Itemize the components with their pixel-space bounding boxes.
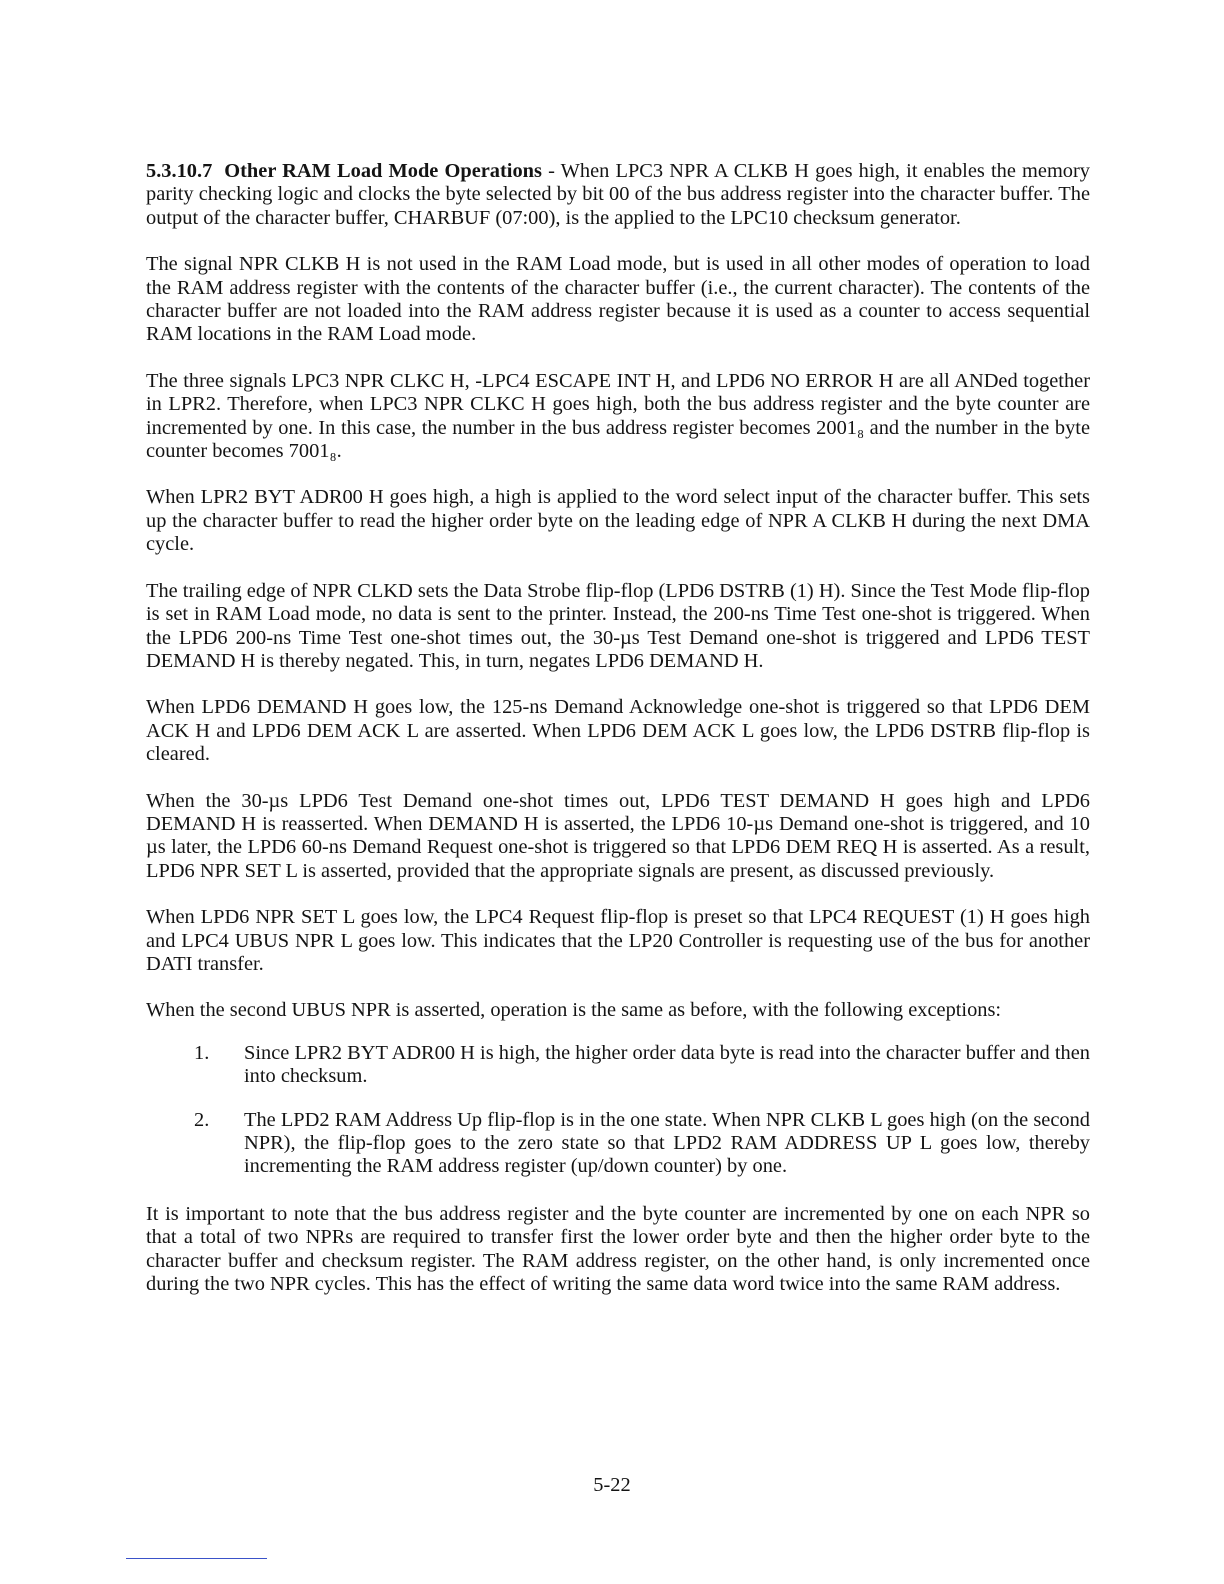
paragraph: When the 30-µs LPD6 Test Demand one-shot times out, LPD6 TEST DEMAND H goes high and LPD6 DEMAND H is reasserted. When DEMAND H is asserted, the LPD6 10-µs Demand one-shot is triggered, and 10 µs later, the LPD6 60-ns Demand Request one-shot is triggered so that LPD6 DEM REQ H is asserted. As a result, LPD6 NPR SET L is asserted, provided that the appropriate signals are present, as discussed previously. xyxy=(146,789,1090,882)
paragraph: When LPD6 NPR SET L goes low, the LPC4 Request flip-flop is preset so that LPC4 REQUEST (1) H goes high and LPC4 UBUS NPR L goes low. This indicates that the LP20 Controller is requesting use of the bus for another DATI transfer. xyxy=(146,906,1090,975)
list-item-number: 1. xyxy=(194,1041,210,1064)
paragraph: When LPR2 BYT ADR00 H goes high, a high is applied to the word select input of the character buffer. This sets up the character buffer to read the higher order byte on the leading edge of NPR A CLKB H during the next DMA cycle. xyxy=(146,486,1090,556)
exceptions-list xyxy=(146,1042,1090,1179)
list-item xyxy=(146,1042,1090,1089)
paragraph: The signal NPR CLKB H is not used in the RAM Load mode, but is used in all other modes of operation to load the RAM address register with the contents of the character buffer (i.e., the current character). The contents of the character buffer are not loaded into the RAM address register because it is used as a counter to access sequential RAM locations in the RAM Load mode. xyxy=(146,253,1090,346)
paragraph: When the second UBUS NPR is asserted, operation is the same as before, with the following exceptions: xyxy=(146,999,1002,1022)
footer-rule xyxy=(126,1558,267,1559)
paragraph-text: - When LPC3 NPR A CLKB H goes high, it enables the memory parity checking logic and clocks the byte selected by bit 00 of the bus address register into the character buffer. The output of the character buffer, CHARBUF (07:00), is the applied to the LPC10 checksum generator. xyxy=(146,160,1090,229)
section-title: Other RAM Load Mode Operations xyxy=(224,160,542,182)
paragraph: The trailing edge of NPR CLKD sets the Data Strobe flip-flop (LPD6 DSTRB (1) H). Since the Test Mode flip-flop is set in RAM Load mode, no data is sent to the printer. Instead, the 200-ns Time Test one-shot is triggered. When the LPD6 200-ns Time Test one-shot times out, the 30-µs Test Demand one-shot is triggered and LPD6 TEST DEMAND H is thereby negated. This, in turn, negates LPD6 DEMAND H. xyxy=(146,579,1090,672)
closing-paragraph: It is important to note that the bus address register and the byte counter are incremented by one on each NPR so that a total of two NPRs are required to transfer first the lower order byte and then the higher order byte to the character buffer and checksum register. The RAM address register, on the other hand, is only incremented once during the two NPR cycles. This has the effect of writing the same data word twice into the same RAM address. xyxy=(146,1202,1090,1296)
section-intro-paragraph xyxy=(146,160,1090,230)
list-item xyxy=(146,1109,1090,1179)
paragraph: When LPD6 DEMAND H goes low, the 125-ns Demand Acknowledge one-shot is triggered so that LPD6 DEM ACK H and LPD6 DEM ACK L are asserted. When LPD6 DEM ACK L goes low, the LPD6 DSTRB flip-flop is cleared. xyxy=(146,696,1090,766)
section-number: 5.3.10.7 xyxy=(146,160,213,182)
list-item-text: Since LPR2 BYT ADR00 H is high, the higher order data byte is read into the character buffer and then into checksum. xyxy=(244,1041,1090,1088)
paragraph: The three signals LPC3 NPR CLKC H, -LPC4 ESCAPE INT H, and LPD6 NO ERROR H are all ANDed together in LPR2. Therefore, when LPC3 NPR CLKC H goes high, both the bus address register and the byte counter are incremented by one. In this case, the number in the bus address register becomes 2001₈ and the number in the byte counter becomes 7001₈. xyxy=(146,369,1090,463)
list-item-number: 2. xyxy=(194,1108,210,1131)
page-number: 5-22 xyxy=(593,1474,631,1496)
list-item-text: The LPD2 RAM Address Up flip-flop is in the one state. When NPR CLKB L goes high (on the second NPR), the flip-flop goes to the zero state so that LPD2 RAM ADDRESS UP L goes low, thereby incrementing the RAM address register (up/down counter) by one. xyxy=(244,1108,1090,1178)
document-body xyxy=(146,160,1090,1319)
